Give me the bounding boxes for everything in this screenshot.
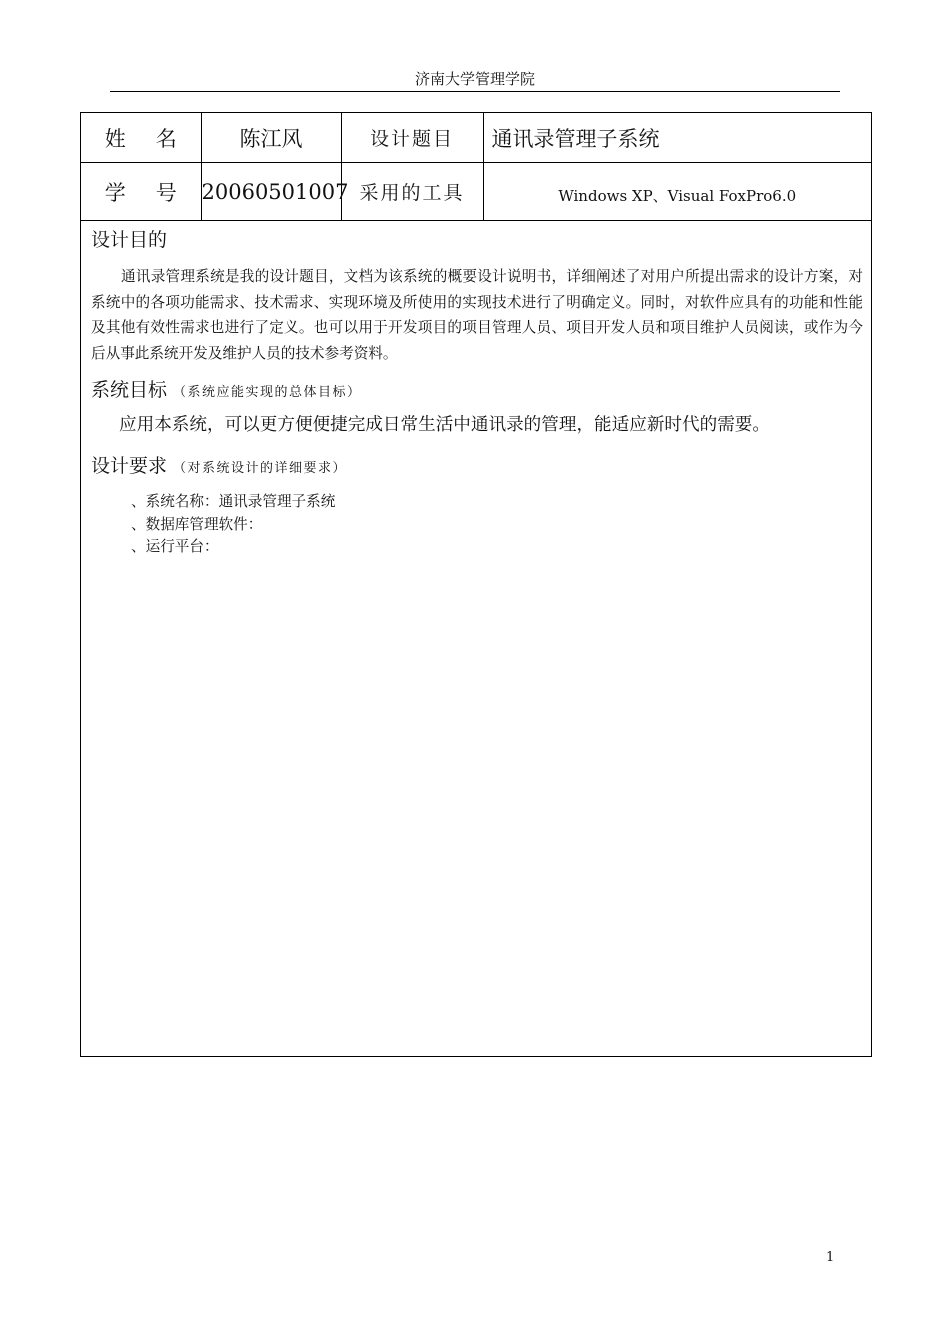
name-label [81, 113, 201, 163]
form-frame [80, 112, 872, 1057]
purpose-heading [91, 225, 167, 252]
requirements-list [131, 491, 335, 559]
name-label-char-2: 名 [155, 126, 177, 151]
header-rule [110, 91, 840, 92]
goal-paragraph: 应用本系统，可以更方便便捷完成日常生活中通讯录的管理，能适应新时代的需要。 [119, 415, 770, 435]
info-table [81, 113, 871, 221]
requirements-heading [91, 451, 347, 478]
goal-heading-text: 系统目标 [91, 379, 168, 401]
purpose-heading-text: 设计目的 [91, 229, 168, 251]
page-number: 1 [826, 1250, 835, 1265]
tools-value: Windows XP、Visual FoxPro6.0 [483, 163, 871, 221]
topic-value: 通讯录管理子系统 [483, 113, 871, 163]
requirement-item: 、运行平台： [131, 538, 219, 555]
topic-label: 设计题目 [341, 113, 483, 163]
id-label-char-1: 学 [104, 180, 126, 205]
name-value: 陈江风 [201, 113, 341, 163]
requirement-item: 、数据库管理软件： [131, 515, 263, 533]
page-header-title: 济南大学管理学院 [414, 70, 535, 88]
goal-heading [91, 375, 362, 402]
name-label-char-1: 姓 [104, 126, 126, 151]
id-value: 20060501007 [201, 163, 341, 221]
id-label-char-2: 号 [155, 180, 177, 205]
tools-label: 采用的工具 [341, 163, 483, 221]
requirements-heading-text: 设计要求 [91, 455, 168, 477]
requirement-item: 、系统名称：通讯录管理子系统 [131, 493, 336, 510]
info-row-name [81, 113, 871, 163]
requirements-subheading: （对系统设计的详细要求） [173, 461, 348, 476]
purpose-paragraph: 通讯录管理系统是我的设计题目，文档为该系统的概要设计说明书，详细阐述了对用户所提出需求的设计方案，对系统中的各项功能需求、技术需求、实现环境及所使用的实现技术进行了明确定义。同时，对软件应具有的功能和性能及其他有效性需求也进行了定义。也可以用于开发项目的项目管理人员、项目开发人员和项目维护人员阅读，或作为今后从事此系统开发及维护人员的技术参考资料。 [91, 268, 863, 362]
goal-subheading: （系统应能实现的总体目标） [173, 385, 362, 400]
info-row-id [81, 163, 871, 221]
id-label [81, 163, 201, 221]
